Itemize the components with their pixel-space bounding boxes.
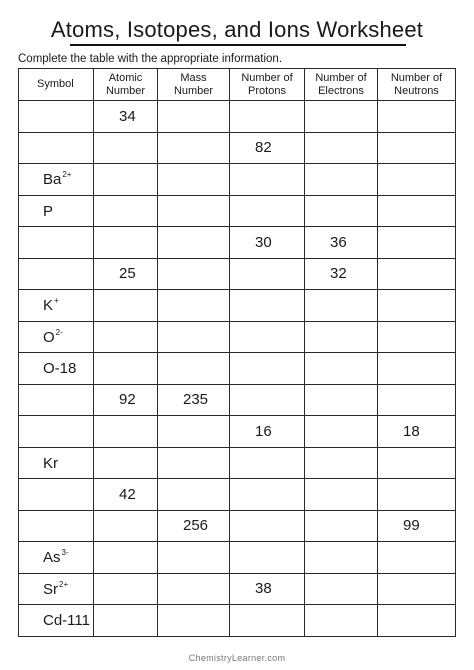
atomic-cell[interactable] xyxy=(94,542,158,574)
charge-superscript: 2+ xyxy=(59,579,69,589)
header-neutrons xyxy=(378,69,456,101)
atomic-cell[interactable] xyxy=(94,195,158,227)
symbol-cell[interactable] xyxy=(19,101,94,133)
mass-value: 256 xyxy=(183,517,209,535)
neutrons-value: 18 xyxy=(403,422,420,440)
mass-value: 235 xyxy=(183,391,209,409)
symbol-text: O xyxy=(43,328,55,346)
neutrons-value: 99 xyxy=(403,517,420,535)
atomic-cell[interactable] xyxy=(94,479,158,511)
mass-cell[interactable] xyxy=(158,384,230,416)
electrons-cell[interactable] xyxy=(305,479,378,511)
mass-cell[interactable] xyxy=(158,321,230,353)
table-row xyxy=(19,416,456,448)
protons-cell[interactable] xyxy=(230,447,305,479)
table-row xyxy=(19,353,456,385)
table-row xyxy=(19,573,456,605)
symbol-text: O-18 xyxy=(43,360,77,378)
neutrons-cell[interactable] xyxy=(378,479,456,511)
table-row xyxy=(19,542,456,574)
protons-value: 38 xyxy=(255,580,272,598)
mass-cell[interactable] xyxy=(158,290,230,322)
protons-value: 82 xyxy=(255,139,272,157)
protons-cell[interactable] xyxy=(230,132,305,164)
electrons-cell[interactable] xyxy=(305,510,378,542)
neutrons-cell[interactable] xyxy=(378,290,456,322)
electrons-cell[interactable] xyxy=(305,227,378,259)
header-atomic-label-line1: Atomic xyxy=(108,71,143,84)
header-protons xyxy=(230,69,305,101)
electrons-cell[interactable] xyxy=(305,258,378,290)
neutrons-cell[interactable] xyxy=(378,605,456,637)
charge-superscript: 3- xyxy=(61,548,69,558)
table-row xyxy=(19,258,456,290)
symbol-cell[interactable] xyxy=(19,542,94,574)
mass-cell[interactable] xyxy=(158,605,230,637)
atomic-cell[interactable] xyxy=(94,321,158,353)
neutrons-cell[interactable] xyxy=(378,132,456,164)
charge-superscript: + xyxy=(54,296,59,306)
neutrons-cell[interactable] xyxy=(378,195,456,227)
symbol-text: Ba xyxy=(43,171,62,189)
symbol-cell[interactable] xyxy=(19,510,94,542)
mass-cell[interactable] xyxy=(158,447,230,479)
protons-cell[interactable] xyxy=(230,605,305,637)
neutrons-cell[interactable] xyxy=(378,164,456,196)
table-row xyxy=(19,132,456,164)
electrons-cell[interactable] xyxy=(305,195,378,227)
mass-cell[interactable] xyxy=(158,542,230,574)
electrons-value: 32 xyxy=(330,265,347,283)
atomic-value: 34 xyxy=(119,107,136,125)
mass-cell[interactable] xyxy=(158,258,230,290)
protons-cell[interactable] xyxy=(230,416,305,448)
atomic-cell[interactable] xyxy=(94,384,158,416)
electrons-cell[interactable] xyxy=(305,101,378,133)
neutrons-cell[interactable] xyxy=(378,510,456,542)
atomic-cell[interactable] xyxy=(94,101,158,133)
electrons-cell[interactable] xyxy=(305,542,378,574)
protons-cell[interactable] xyxy=(230,195,305,227)
neutrons-cell[interactable] xyxy=(378,258,456,290)
table-row xyxy=(19,510,456,542)
table-row xyxy=(19,290,456,322)
atomic-value: 42 xyxy=(119,485,136,503)
symbol-text: As xyxy=(43,549,61,567)
header-neutrons-label-line2: Neutrons xyxy=(394,84,439,97)
atomic-value: 25 xyxy=(119,265,136,283)
protons-value: 16 xyxy=(255,422,272,440)
electrons-cell[interactable] xyxy=(305,605,378,637)
symbol-cell[interactable] xyxy=(19,227,94,259)
header-atomic-number xyxy=(94,69,158,101)
neutrons-cell[interactable] xyxy=(378,101,456,133)
atomic-value: 92 xyxy=(119,391,136,409)
header-electrons-label-line1: Number of xyxy=(315,71,367,84)
electrons-cell[interactable] xyxy=(305,132,378,164)
symbol-text: Sr xyxy=(43,580,58,598)
atomic-cell[interactable] xyxy=(94,353,158,385)
table-row xyxy=(19,321,456,353)
worksheet-table xyxy=(18,68,456,637)
mass-cell[interactable] xyxy=(158,479,230,511)
table-row xyxy=(19,605,456,637)
neutrons-cell[interactable] xyxy=(378,384,456,416)
atomic-cell[interactable] xyxy=(94,290,158,322)
atomic-cell[interactable] xyxy=(94,416,158,448)
symbol-text: K xyxy=(43,297,54,315)
header-atomic-label-line2: Number xyxy=(105,84,146,97)
atomic-cell[interactable] xyxy=(94,164,158,196)
table-row xyxy=(19,384,456,416)
table-row xyxy=(19,447,456,479)
atomic-cell[interactable] xyxy=(94,573,158,605)
symbol-text: P xyxy=(43,202,54,220)
symbol-cell[interactable] xyxy=(19,573,94,605)
symbol-cell[interactable] xyxy=(19,321,94,353)
mass-cell[interactable] xyxy=(158,353,230,385)
protons-cell[interactable] xyxy=(230,479,305,511)
electrons-cell[interactable] xyxy=(305,384,378,416)
mass-cell[interactable] xyxy=(158,510,230,542)
mass-cell[interactable] xyxy=(158,416,230,448)
protons-cell[interactable] xyxy=(230,353,305,385)
table-row xyxy=(19,101,456,133)
mass-cell[interactable] xyxy=(158,227,230,259)
symbol-text: Kr xyxy=(43,454,58,472)
protons-cell[interactable] xyxy=(230,573,305,605)
mass-cell[interactable] xyxy=(158,101,230,133)
protons-cell[interactable] xyxy=(230,290,305,322)
header-symbol xyxy=(19,69,94,101)
symbol-text: Cd-111 xyxy=(43,612,90,630)
protons-cell[interactable] xyxy=(230,510,305,542)
neutrons-cell[interactable] xyxy=(378,227,456,259)
charge-superscript: 2- xyxy=(55,327,63,337)
neutrons-cell[interactable] xyxy=(378,573,456,605)
worksheet-title: Atoms, Isotopes, and Ions Worksheet xyxy=(50,17,424,42)
atomic-cell[interactable] xyxy=(94,510,158,542)
atomic-cell[interactable] xyxy=(94,227,158,259)
symbol-cell[interactable] xyxy=(19,195,94,227)
atomic-cell[interactable] xyxy=(94,132,158,164)
instructions: Complete the table with the appropriate information. xyxy=(18,53,283,65)
symbol-cell[interactable] xyxy=(19,132,94,164)
table-row xyxy=(19,227,456,259)
neutrons-cell[interactable] xyxy=(378,447,456,479)
electrons-value: 36 xyxy=(330,233,347,251)
electrons-cell[interactable] xyxy=(305,447,378,479)
neutrons-cell[interactable] xyxy=(378,353,456,385)
symbol-cell[interactable] xyxy=(19,164,94,196)
neutrons-cell[interactable] xyxy=(378,542,456,574)
symbol-cell[interactable] xyxy=(19,290,94,322)
symbol-cell[interactable] xyxy=(19,479,94,511)
table-row xyxy=(19,164,456,196)
header-electrons-label-line2: Electrons xyxy=(318,84,364,97)
header-neutrons-label-line1: Number of xyxy=(390,71,443,84)
header-mass-number xyxy=(158,69,230,101)
symbol-cell[interactable] xyxy=(19,605,94,637)
mass-cell[interactable] xyxy=(158,573,230,605)
electrons-cell[interactable] xyxy=(305,321,378,353)
charge-superscript: 2+ xyxy=(62,170,72,180)
header-row xyxy=(19,69,456,101)
footer-credit: ChemistryLearner.com xyxy=(188,653,286,663)
protons-cell[interactable] xyxy=(230,164,305,196)
table-row xyxy=(19,479,456,511)
neutrons-cell[interactable] xyxy=(378,321,456,353)
mass-cell[interactable] xyxy=(158,132,230,164)
symbol-cell[interactable] xyxy=(19,416,94,448)
protons-cell[interactable] xyxy=(230,258,305,290)
title-underline xyxy=(70,44,406,46)
header-mass-label-line1: Mass xyxy=(180,71,207,84)
neutrons-cell[interactable] xyxy=(378,416,456,448)
protons-cell[interactable] xyxy=(230,321,305,353)
electrons-cell[interactable] xyxy=(305,164,378,196)
electrons-cell[interactable] xyxy=(305,353,378,385)
protons-cell[interactable] xyxy=(230,542,305,574)
mass-cell[interactable] xyxy=(158,164,230,196)
symbol-cell[interactable] xyxy=(19,447,94,479)
symbol-cell[interactable] xyxy=(19,353,94,385)
electrons-cell[interactable] xyxy=(305,290,378,322)
symbol-cell[interactable] xyxy=(19,384,94,416)
protons-value: 30 xyxy=(255,233,272,251)
electrons-cell[interactable] xyxy=(305,573,378,605)
table-row xyxy=(19,195,456,227)
electrons-cell[interactable] xyxy=(305,416,378,448)
atomic-cell[interactable] xyxy=(94,258,158,290)
header-electrons xyxy=(305,69,378,101)
header-mass-label-line2: Number xyxy=(173,84,214,97)
header-protons-label-line1: Number of xyxy=(241,71,293,84)
protons-cell[interactable] xyxy=(230,101,305,133)
protons-cell[interactable] xyxy=(230,384,305,416)
symbol-cell[interactable] xyxy=(19,258,94,290)
atomic-cell[interactable] xyxy=(94,447,158,479)
protons-cell[interactable] xyxy=(230,227,305,259)
atomic-cell[interactable] xyxy=(94,605,158,637)
header-protons-label-line2: Protons xyxy=(248,84,286,97)
mass-cell[interactable] xyxy=(158,195,230,227)
header-symbol-label: Symbol xyxy=(37,78,74,90)
